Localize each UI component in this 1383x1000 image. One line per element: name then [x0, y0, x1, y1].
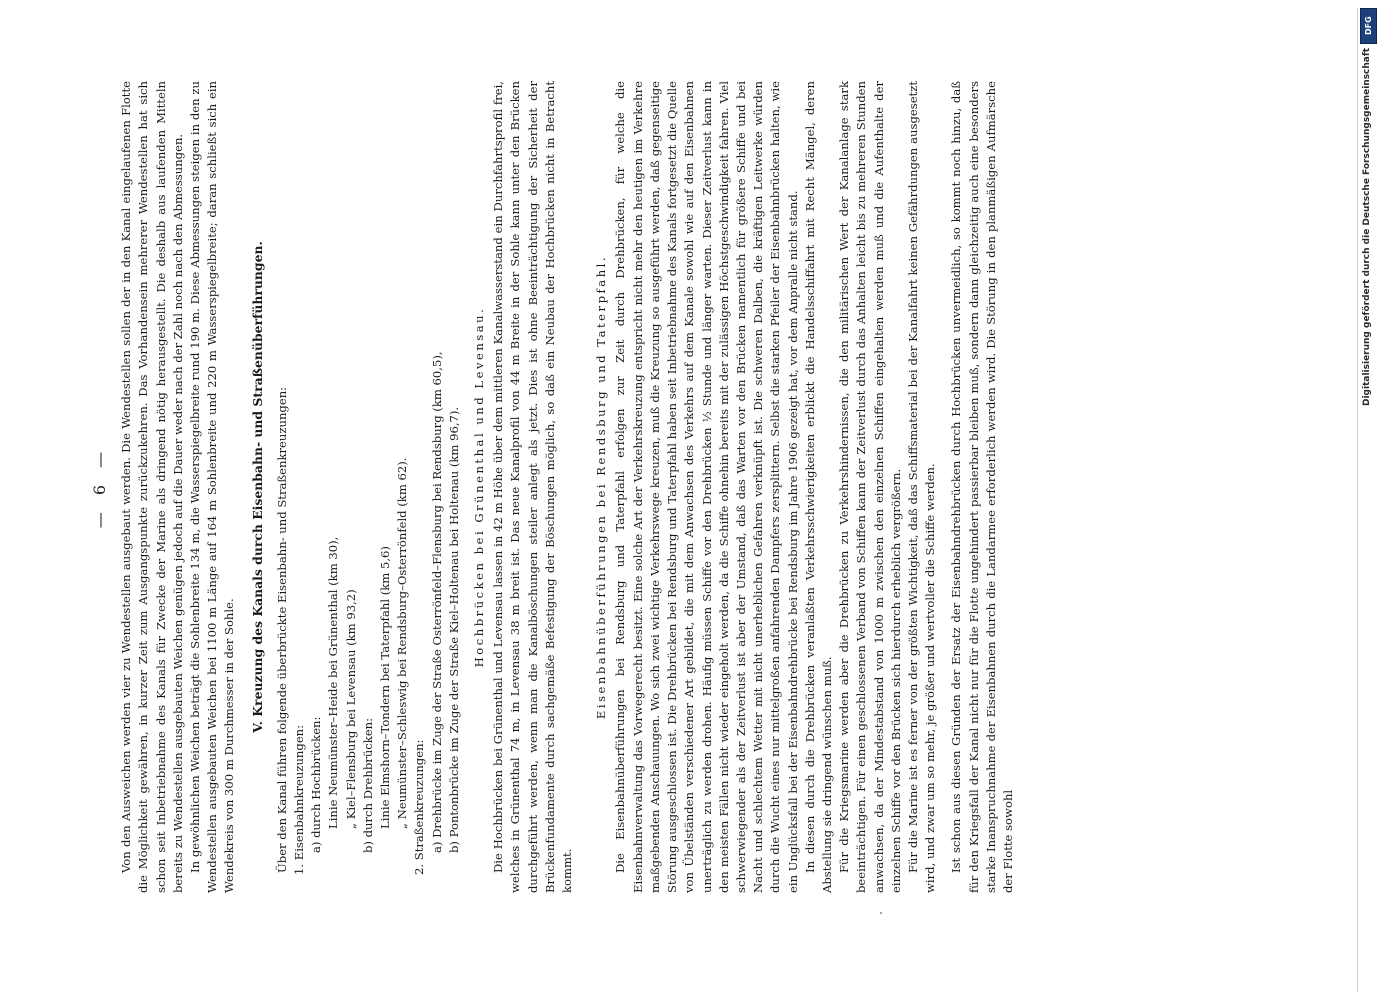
crossing-list-item: „ Kiel–Flensburg bei Levensau (km 93,2): [343, 589, 358, 829]
paragraph-abmessungen: In gewöhnlichen Weichen beträgt die Sohlenbreite 134 m, die Wasserspiegelbreite rund 190 m. Diese Abmessungen steigen in den zu Wendestellen ausgebauten Weichen bei 1100 m Länge auf 164 m Sohlenbreite und 220 m Wasserspiegelbreite; daran schließt sich ein Wendekreis von 300 m Durchmesser in der Sohle.: [188, 81, 237, 893]
crossing-list: [291, 81, 463, 893]
dfg-logo: DFG: [1360, 8, 1377, 44]
paragraph-ersatz-hochbruecken: Ist schon aus diesen Gründen der Ersatz der Eisenbahndrehbrücken durch Hochbrücken unvermeidlich, so kommt noch hinzu, daß für den Kriegsfall der Kanal nicht nur für die Flotte ungehindert passierbar bleiben muß, sondern dann gleichzeitig auch eine besonders starke Inanspruchnahme der Eisenbahnen durch die Landarmee erforderlich werden wird. Die Störung in den planmäßigen Aufmärsche der Flotte sowohl: [949, 81, 1015, 893]
sidebar-divider: [1357, 8, 1358, 992]
crossing-list-item: a) Drehbrücke im Zuge der Straße Osterrönfeld–Flensburg bei Rendsburg (km 60,5),: [429, 351, 444, 853]
paragraph-wendestellen: Von den Ausweichen werden vier zu Wendestellen ausgebaut werden. Die Wendestellen sollen der in den Kanal eingelaufenen Flotte die Möglichkeit gewähren, in kurzer Zeit zum Ausgangspunkte zurückzukehren. Das Vorhandensein mehrerer Wendestellen hat sich schon seit Inbetriebnahme des Kanals für Zwecke der Marine als dringend nötig herausgestellt. Die deshalb aus laufenden Mitteln bereits zu Wendestellen ausgebauten Weichen genügen jedoch auf die Dauer weder nach der Zahl noch nach den Abmessungen.: [119, 81, 185, 893]
crossing-list-item: b) Pontonbrücke im Zuge der Straße Kiel–Holtenau bei Holtenau (km 96,7).: [446, 406, 461, 853]
dfg-sidebar: [1357, 8, 1379, 992]
paragraph-marine-wichtigkeit: Für die Marine ist es ferner von der größten Wichtigkeit, daß das Schiffsmaterial bei der Kanalfahrt keinen Gefährdungen ausgesetzt wird, und zwar um so mehr, je größer und wertvoller die Schiffe werden.: [905, 81, 938, 893]
paragraph-drehbruecken: Die Eisenbahnüberführungen bei Rendsburg und Taterpfahl erfolgen zur Zeit durch Drehbrücken, für welche die Eisenbahnverwaltung das Vorwegerecht besitzt. Eine solche Art der Verkehrskreuzung entspricht nicht mehr den heutigen im Verkehre maßgebenden Anschauungen. Wo sich zwei wichtige Verkehrswege kreuzen, muß die Kreuzung so ausgeführt werden, daß gegenseitige Störung ausgeschlossen ist. Die Drehbrücken bei Rendsburg und Taterpfahl haben seit Inbetriebnahme des Kanals fortgesetzt die Quelle von Übelständen verschiedener Art gebildet, die mit dem Anwachsen des Verkehrs auf dem Kanale sowohl wie auf den Eisenbahnen unerträglich zu werden drohen. Häufig müssen Schiffe vor den Drehbrücken ½ Stunde und länger warten. Dieser Zeitverlust kann in den meisten Fällen nicht wieder eingeholt werden, da die Schiffe ohnehin bereits mit der zulässigen Höchstgeschwindigkeit fahren. Viel schwerwiegender als der Zeitverlust ist aber der Umstand, daß das Warten vor den Brücken namentlich für größere Schiffe und bei Nacht und schlechtem Wetter mit nicht unerheblichen Gefahren verknüpft ist. Die schweren Dalben, die kräftigen Leitwerke würden durch die Wucht eines nur mittelgroßen anfahrenden Dampfers zersplittern. Selbst die starken Pfeiler der Eisenbahnbrücken halten, wie ein Unglücksfall bei der Eisenbahndrehbrücke bei Rendsburg im Jahre 1906 gezeigt hat, vor dem Anpralle nicht stand.: [613, 81, 800, 893]
crossing-list-item: a) durch Hochbrücken:: [309, 716, 324, 853]
paragraph-kriegsmarine: Für die Kriegsmarine werden aber die Drehbrücken zu Verkehrshindernissen, die den militärischen Wert der Kanalanlage stark beeinträchtigen. Für einen geschlossenen Verband von Schiffen kann der Zeitverlust durch das Anhalten leicht bis zu mehreren Stunden anwachsen, da der Mindestabstand von 1000 m zwischen den einzelnen Schiffen eingehalten werden muß und die Aufenthalte der einzelnen Schiffe vor den Brücken sich hierdurch erheblich vergrößern.: [837, 81, 903, 893]
page-number: — 6 —: [90, 445, 109, 529]
crossing-list-item: 2. Straßenkreuzungen:: [412, 739, 427, 875]
paragraph-hochbruecken: Die Hochbrücken bei Grünenthal und Levensau lassen in 42 m Höhe über dem mittleren Kanalwasserstand ein Durchfahrtsprofil frei, welches in Grünenthal 74 m, in Levensau 38 m breit ist. Das neue Kanalprofil von 44 m Breite in der Sohle kann unter den Brücken durchgeführt werden, wenn man die Kanalböschungen steiler anlegt als jetzt. Dies ist ohne Beeinträchtigung der Sicherheit der Brückenfundamente durch sachgemäße Befestigung der Böschungen möglich, so daß ein Neubau der Hochbrücken nicht in Betracht kommt.: [491, 81, 575, 893]
crossing-list-item: Linie Elmshorn–Tondern bei Taterpfahl (km 5,6): [378, 546, 393, 829]
paragraph-kreuzungen-intro: Über den Kanal führen folgende überbrückte Eisenbahn- und Straßenkreuzungen:: [274, 386, 289, 873]
heading-eisenbahnueberfuehrungen: Eisenbahnüberführungen bei Rendsburg und Taterpfahl.: [594, 254, 609, 720]
crossing-list-item: „ Neumünster–Schleswig bei Rendsburg–Osterrönfeld (km 62).: [395, 457, 410, 829]
crossing-list-item: Linie Neumünster–Heide bei Grünenthal (km 30),: [326, 536, 341, 829]
digitization-note: Digitalisierung gefördert durch die Deutsche Forschungsgemeinschaft: [1362, 48, 1372, 407]
document-page: [51, 35, 1331, 965]
paragraph-handelsschiffahrt: In diesen durch die Drehbrücken veranlaßten Verkehrsschwierigkeiten erblickt die Handelsschiffahrt mit Recht Mängel, deren Abstellung sie dringend wünschen muß.: [802, 81, 834, 893]
scan-speck: [880, 912, 882, 914]
crossing-list-item: 1. Eisenbahnkreuzungen:: [292, 724, 307, 875]
crossing-list-item: b) durch Drehbrücken:: [360, 717, 375, 853]
section-heading-kreuzung: V. Kreuzung des Kanals durch Eisenbahn- und Straßenüberführungen.: [249, 241, 265, 733]
heading-hochbruecken: Hochbrücken bei Grünenthal und Levensau.: [472, 306, 487, 668]
